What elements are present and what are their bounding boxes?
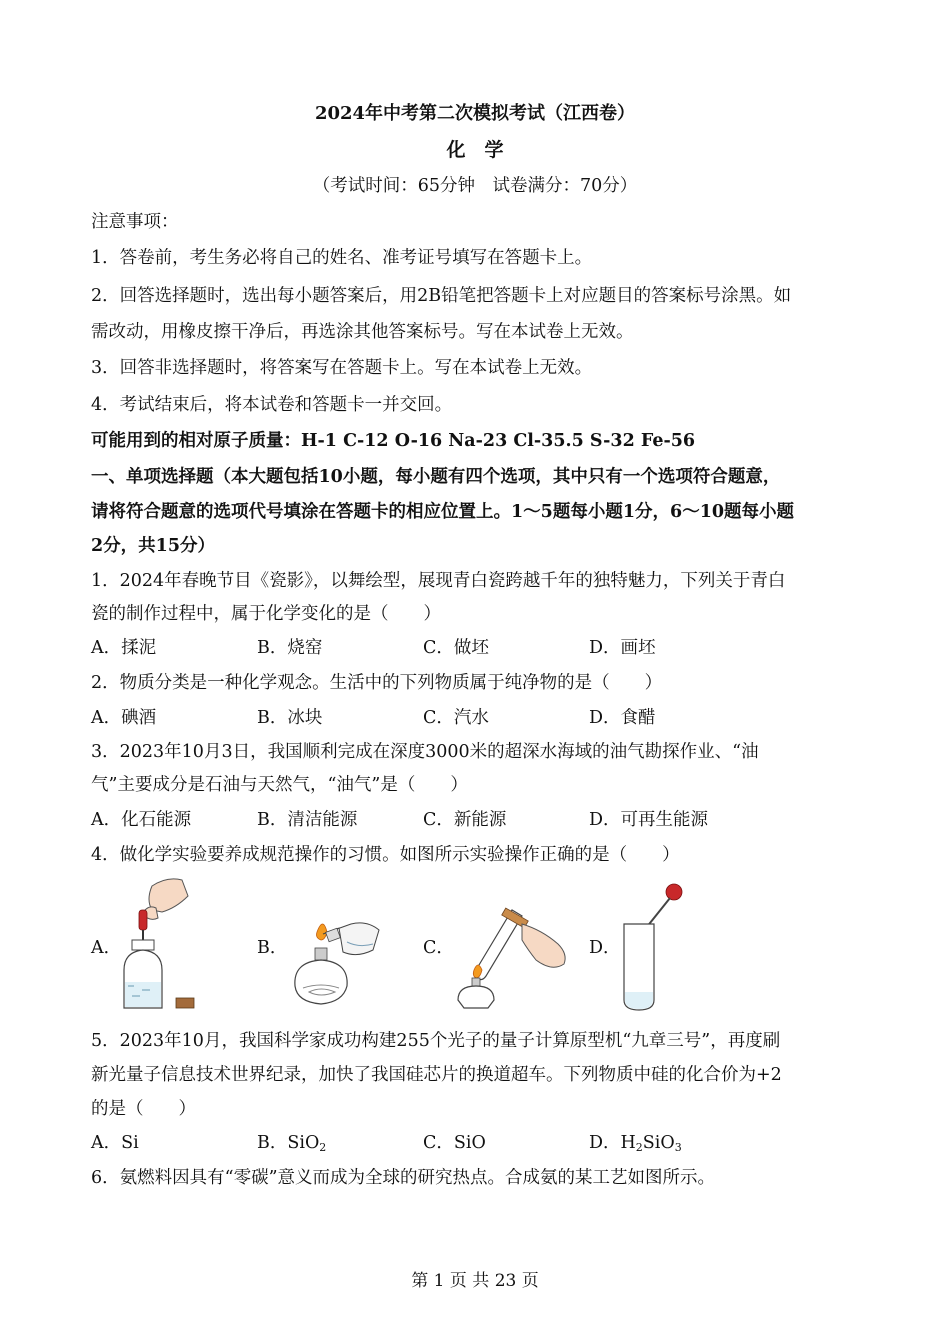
q5-option-d (589, 1131, 682, 1160)
dropper-test-tube-figure (618, 880, 688, 1012)
note-2b: 需改动，用橡皮擦干净后，再选涂其他答案标号。写在本试卷上无效。 (91, 322, 634, 342)
q3-option-b: B．清洁能源 (257, 810, 358, 830)
test-tube-heating-figure (452, 904, 574, 1012)
exam-title: 2024年中考第二次模拟考试（江西卷） (314, 103, 636, 124)
q3-line2: 气”主要成分是石油与天然气，“油气”是（ ） (91, 775, 468, 795)
q1-line2: 瓷的制作过程中，属于化学变化的是（ ） (91, 604, 441, 624)
notes-heading: 注意事项： (91, 212, 179, 232)
section1-line3: 2分，共15分） (91, 536, 216, 556)
q5-line1: 5．2023年10月，我国科学家成功构建255个光子的量子计算原型机“九章三号”，再度刷 (91, 1031, 781, 1051)
note-1: 1．答卷前，考生务必将自己的姓名、准考证号填写在答题卡上。 (91, 248, 593, 268)
q4-label-a: A． (91, 938, 122, 958)
q4-label-d: D． (589, 938, 621, 958)
q5-option-d-sub1: 2 (635, 1141, 643, 1154)
q4-label-c: C． (423, 938, 454, 958)
q1-option-b: B．烧窑 (257, 638, 323, 658)
q5-option-b-sub: 2 (319, 1141, 327, 1154)
q3-line1: 3．2023年10月3日，我国顺利完成在深度3000米的超深水海域的油气勘探作业、“油 (91, 742, 759, 762)
q1-option-d: D．画坯 (589, 638, 656, 658)
note-2a: 2．回答选择题时，选出每小题答案后，用2B铅笔把答题卡上对应题目的答案标号涂黑。如 (91, 286, 792, 306)
q2-line1: 2．物质分类是一种化学观念。生活中的下列物质属于纯净物的是（ ） (91, 673, 663, 693)
q5-option-c: C．SiO (423, 1133, 486, 1153)
subject-title: 化 学 (446, 139, 504, 161)
q2-option-b: B．冰块 (257, 708, 323, 728)
q1-option-c: C．做坯 (423, 638, 489, 658)
q5-line2: 新光量子信息技术世界纪录，加快了我国硅芯片的换道超车。下列物质中硅的化合价为+2 (91, 1065, 782, 1085)
section1-line1: 一、单项选择题（本大题包括10小题，每小题有四个选项，其中只有一个选项符合题意， (91, 467, 781, 487)
note-4: 4．考试结束后，将本试卷和答题卡一并交回。 (91, 395, 453, 415)
q4-label-b: B． (257, 938, 288, 958)
q3-option-c: C．新能源 (423, 810, 507, 830)
q5-option-a: A．Si (91, 1133, 139, 1153)
q1-option-a: A．揉泥 (91, 638, 157, 658)
q3-option-d: D．可再生能源 (589, 810, 709, 830)
q2-option-c: C．汽水 (423, 708, 489, 728)
page-footer: 第 1 页 共 23 页 (411, 1271, 539, 1291)
alcohol-lamp-figure (283, 912, 393, 1012)
atomic-masses: 可能用到的相对原子质量：H-1 C-12 O-16 Na-23 Cl-35.5 S-32 Fe-56 (91, 431, 696, 451)
q5-option-b-text: B．SiO (257, 1133, 320, 1153)
section1-line2: 请将符合题意的选项代号填涂在答题卡的相应位置上。1～5题每小题1分，6～10题每小题 (91, 502, 795, 522)
q6-line1: 6．氨燃料因具有“零碳”意义而成为全球的研究热点。合成氨的某工艺如图所示。 (91, 1168, 716, 1188)
q3-option-a: A．化石能源 (91, 810, 192, 830)
note-3: 3．回答非选择题时，将答案写在答题卡上。写在本试卷上无效。 (91, 358, 593, 378)
q5-option-d-text: D．H (589, 1133, 636, 1153)
q4-line1: 4．做化学实验要养成规范操作的习惯。如图所示实验操作正确的是（ ） (91, 845, 680, 865)
q5-option-d-sub2: 3 (674, 1141, 682, 1154)
dropper-bottle-figure (112, 874, 204, 1012)
q5-option-b (257, 1131, 326, 1160)
q5-line3: 的是（ ） (91, 1099, 196, 1119)
q2-option-d: D．食醋 (589, 708, 656, 728)
exam-info: （考试时间：65分钟 试卷满分：70分） (312, 176, 638, 196)
q1-line1: 1．2024年春晚节目《瓷影》，以舞绘型，展现青白瓷跨越千年的独特魅力，下列关于青白 (91, 571, 786, 591)
q2-option-a: A．碘酒 (91, 708, 157, 728)
q5-option-d-mid: SiO (642, 1133, 675, 1153)
